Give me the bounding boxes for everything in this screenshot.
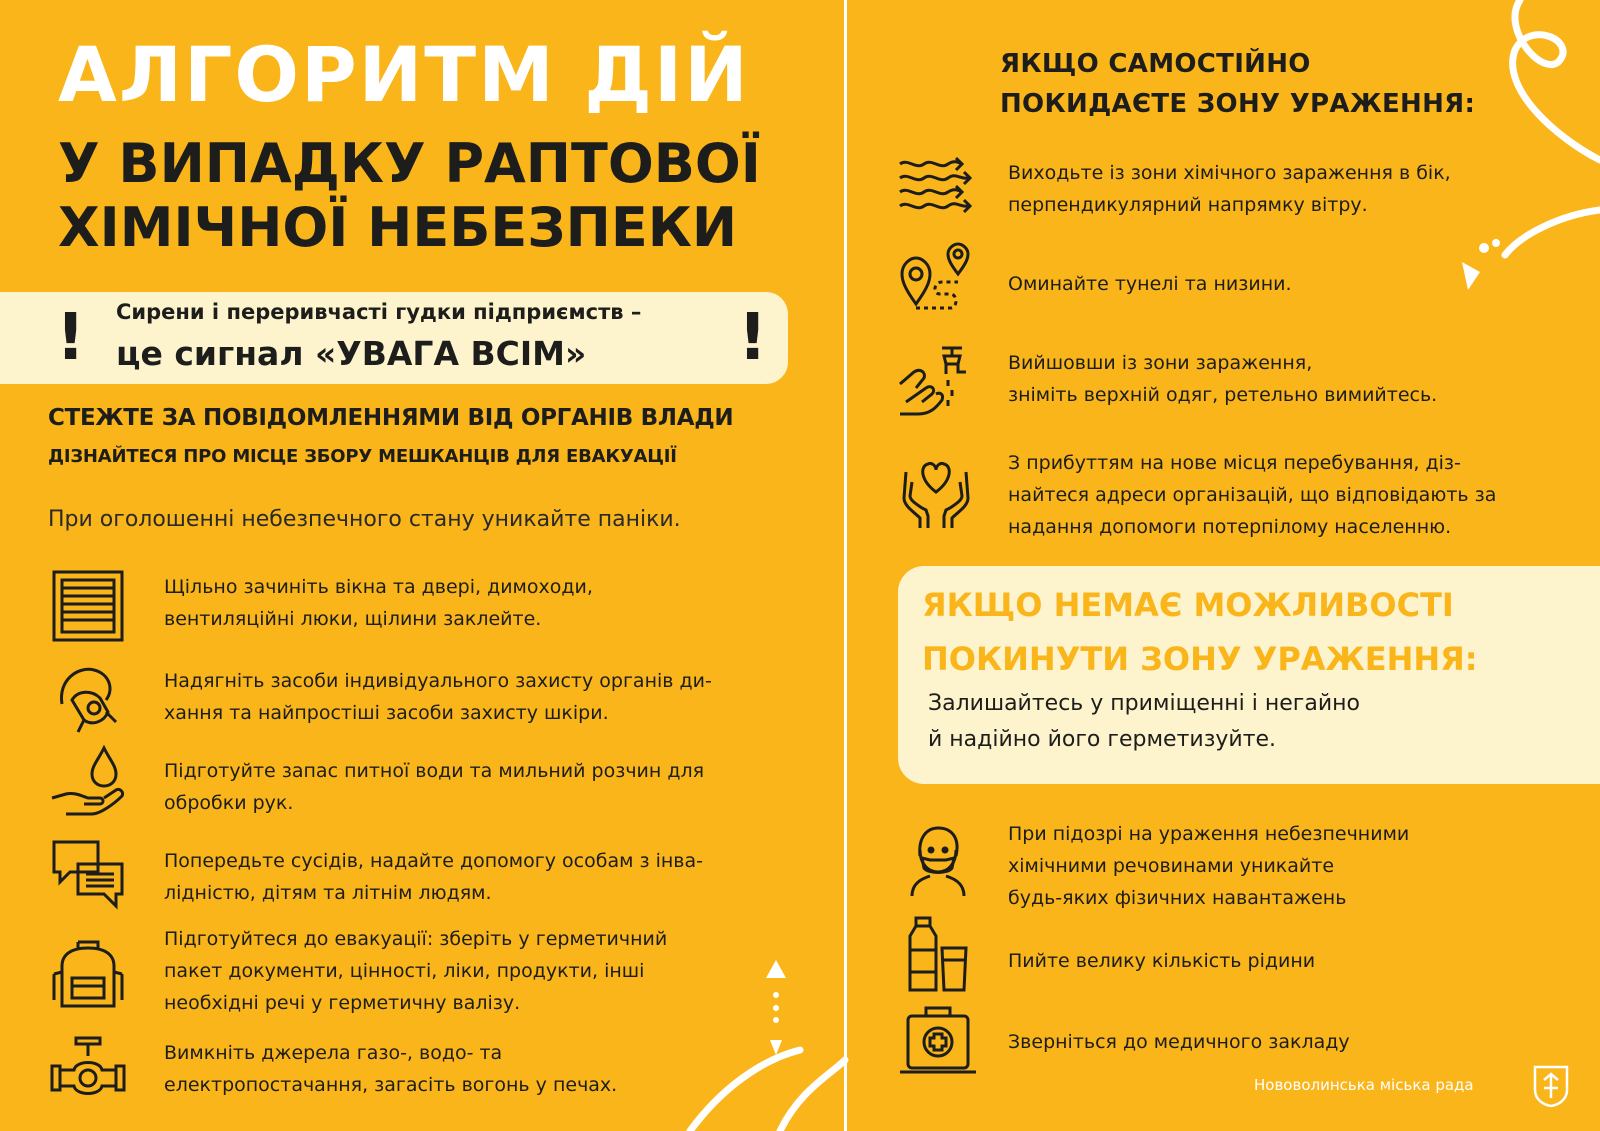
gas-mask-icon [48,660,128,740]
vertical-divider [844,0,847,1131]
washing-hands-icon [896,344,976,424]
list-item: Підготуйтеся до евакуації: зберіть у герметичний пакет документи, цінності, ліки, продукти, інші необхідні речі у герметичну валізу. [164,928,668,1014]
first-aid-kit-icon [898,1000,978,1080]
siren-text-line-1: Сирени і переривчасті гудки підприємств – [116,300,642,324]
exclamation-right-icon: ! [738,301,768,375]
list-item: Виходьте із зони хімічного зараження в бік, перпендикулярний напрямку вітру. [1008,162,1451,216]
backpack-icon [48,932,128,1012]
no-exit-text: Залишайтесь у приміщенні і негайно й надійно його герметизуйте. [928,691,1360,752]
watch-notice: СТЕЖТЕ ЗА ПОВІДОМЛЕННЯМИ ВІД ОРГАНІВ ВЛАДИ [48,405,734,431]
main-title: АЛГОРИТМ ДІЙ [58,30,750,119]
list-item: Оминайте тунелі та низини. [1008,273,1292,295]
list-item: Попередьте сусідів, надайте допомогу особам з інва- лідністю, дітям та літнім людям. [164,850,704,904]
wind-icon [896,150,976,230]
window-shutter-icon [48,566,128,646]
subtitle-line-1: У ВИПАДКУ РАПТОВОЇ [58,132,761,195]
evacuation-notice: ДІЗНАЙТЕСЯ ПРО МІСЦЕ ЗБОРУ МЕШКАНЦІВ ДЛЯ ЕВАКУАЦІЇ [48,446,677,467]
water-bottle-icon [898,914,978,994]
list-item: При підозрі на ураження небезпечними хімічними речовинами уникайте будь-яких фізичних навантажень [1008,823,1410,909]
list-item: З прибуттям на нове місця перебування, діз- найтеся адреси організацій, що відповідають за надання допомоги потерпілому населенню. [1008,452,1497,538]
panic-notice: При оголошенні небезпечного стану уникайте паніки. [48,507,681,532]
city-emblem-icon [1532,1064,1570,1108]
exclamation-left-icon: ! [56,301,86,375]
list-item: Підготуйте запас питної води та мильний розчин для обробки рук. [164,760,705,814]
list-item: Щільно зачиніть вікна та двері, димоходи, вентиляційні люки, щілини заклейте. [164,576,593,630]
list-item: Зверніться до медичного закладу [1008,1031,1350,1053]
person-mask-icon [898,820,978,900]
heart-hands-icon [896,452,976,532]
subtitle-line-2: ХІМІЧНОЇ НЕБЕЗПЕКИ [58,196,738,259]
list-item: Вимкніть джерела газо-, водо- та електропостачання, загасіть вогонь у печах. [164,1042,618,1096]
list-item: Вийшовши із зони зараження, зніміть верхній одяг, ретельно вимийтесь. [1008,352,1438,406]
water-drop-hand-icon [48,742,128,822]
organization-name: Нововолинська міська рада [1254,1076,1474,1094]
siren-text-line-2: це сигнал «УВАГА ВСІМ» [116,334,587,373]
gas-valve-icon [48,1030,128,1110]
list-item: Пийте велику кількість рідини [1008,950,1316,972]
route-pin-icon [896,238,976,318]
no-exit-heading: ЯКЩО НЕМАЄ МОЖЛИВОСТІ ПОКИНУТИ ЗОНУ УРАЖЕННЯ: [922,586,1478,678]
chat-bubbles-icon [48,834,128,914]
list-item: Надягніть засоби індивідуального захисту органів ди- хання та найпростіші засоби захисту шкіри. [164,670,712,724]
self-exit-heading: ЯКЩО САМОСТІЙНО ПОКИДАЄТЕ ЗОНУ УРАЖЕННЯ: [1000,49,1476,119]
